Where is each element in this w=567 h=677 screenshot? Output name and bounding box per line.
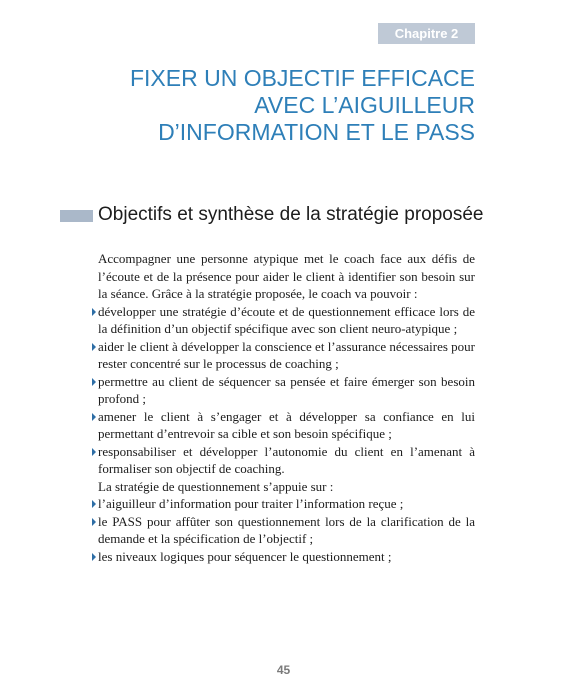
list-item — [98, 443, 475, 478]
chapter-title-line: AVEC L’AIGUILLEUR — [254, 92, 475, 118]
list-item-text: responsabiliser et développer l’autonomie du client en l’amenant à formaliser son objectif de coaching. — [98, 443, 475, 476]
bullet-icon — [92, 413, 96, 421]
list-item-text: amener le client à s’engager et à développer sa confiance en lui permettant d’entrevoir sa cible et son besoin spécifique ; — [98, 408, 475, 441]
chapter-title-line: FIXER UN OBJECTIF EFFICACE — [129, 65, 475, 91]
list-item-text: les niveaux logiques pour séquencer le questionnement ; — [98, 548, 392, 564]
chapter-label: Chapitre 2 — [378, 23, 475, 44]
intro-paragraph: Accompagner une personne atypique met le coach face aux défis de l’écoute et de la présence pour aider le client à identifier son besoin sur la séance. Grâce à la stratégie proposée, le coach va pouvoir : — [98, 251, 475, 301]
list-item-text: aider le client à développer la conscience et l’assurance nécessaires pour rester concentré sur le processus de coaching ; — [98, 338, 475, 371]
chapter-title-line: D’INFORMATION ET LE PASS — [158, 119, 475, 145]
list-item — [98, 513, 475, 548]
section-title: Objectifs et synthèse de la stratégie proposée — [98, 204, 484, 225]
list-item — [98, 408, 475, 443]
strategy-intro: La stratégie de questionnement s’appuie sur : — [98, 478, 334, 494]
section-marker — [60, 210, 93, 222]
list-item — [98, 495, 475, 513]
bullet-icon — [92, 308, 96, 316]
list-item — [98, 373, 475, 408]
list-item-text: développer une stratégie d’écoute et de questionnement efficace lors de la définition d’un objectif spécifique avec son client neuro-atypique ; — [98, 303, 475, 336]
section-body — [98, 250, 475, 565]
page-number: 45 — [276, 663, 291, 677]
list-item-text: permettre au client de séquencer sa pensée et faire émerger son besoin profond ; — [98, 373, 475, 406]
bullet-icon — [92, 378, 96, 386]
list-item — [98, 303, 475, 338]
strategy-list — [98, 495, 475, 565]
list-item — [98, 548, 475, 566]
bullet-icon — [92, 500, 96, 508]
list-item-text: le PASS pour affûter son questionnement lors de la clarification de la demande et la spécification de l’objectif ; — [98, 513, 475, 546]
chapter-title — [75, 65, 475, 146]
bullet-icon — [92, 518, 96, 526]
bullet-icon — [92, 448, 96, 456]
bullet-icon — [92, 343, 96, 351]
list-item-text: l’aiguilleur d’information pour traiter l’information reçue ; — [98, 496, 404, 511]
goals-list — [98, 303, 475, 478]
bullet-icon — [92, 553, 96, 561]
list-item — [98, 338, 475, 373]
